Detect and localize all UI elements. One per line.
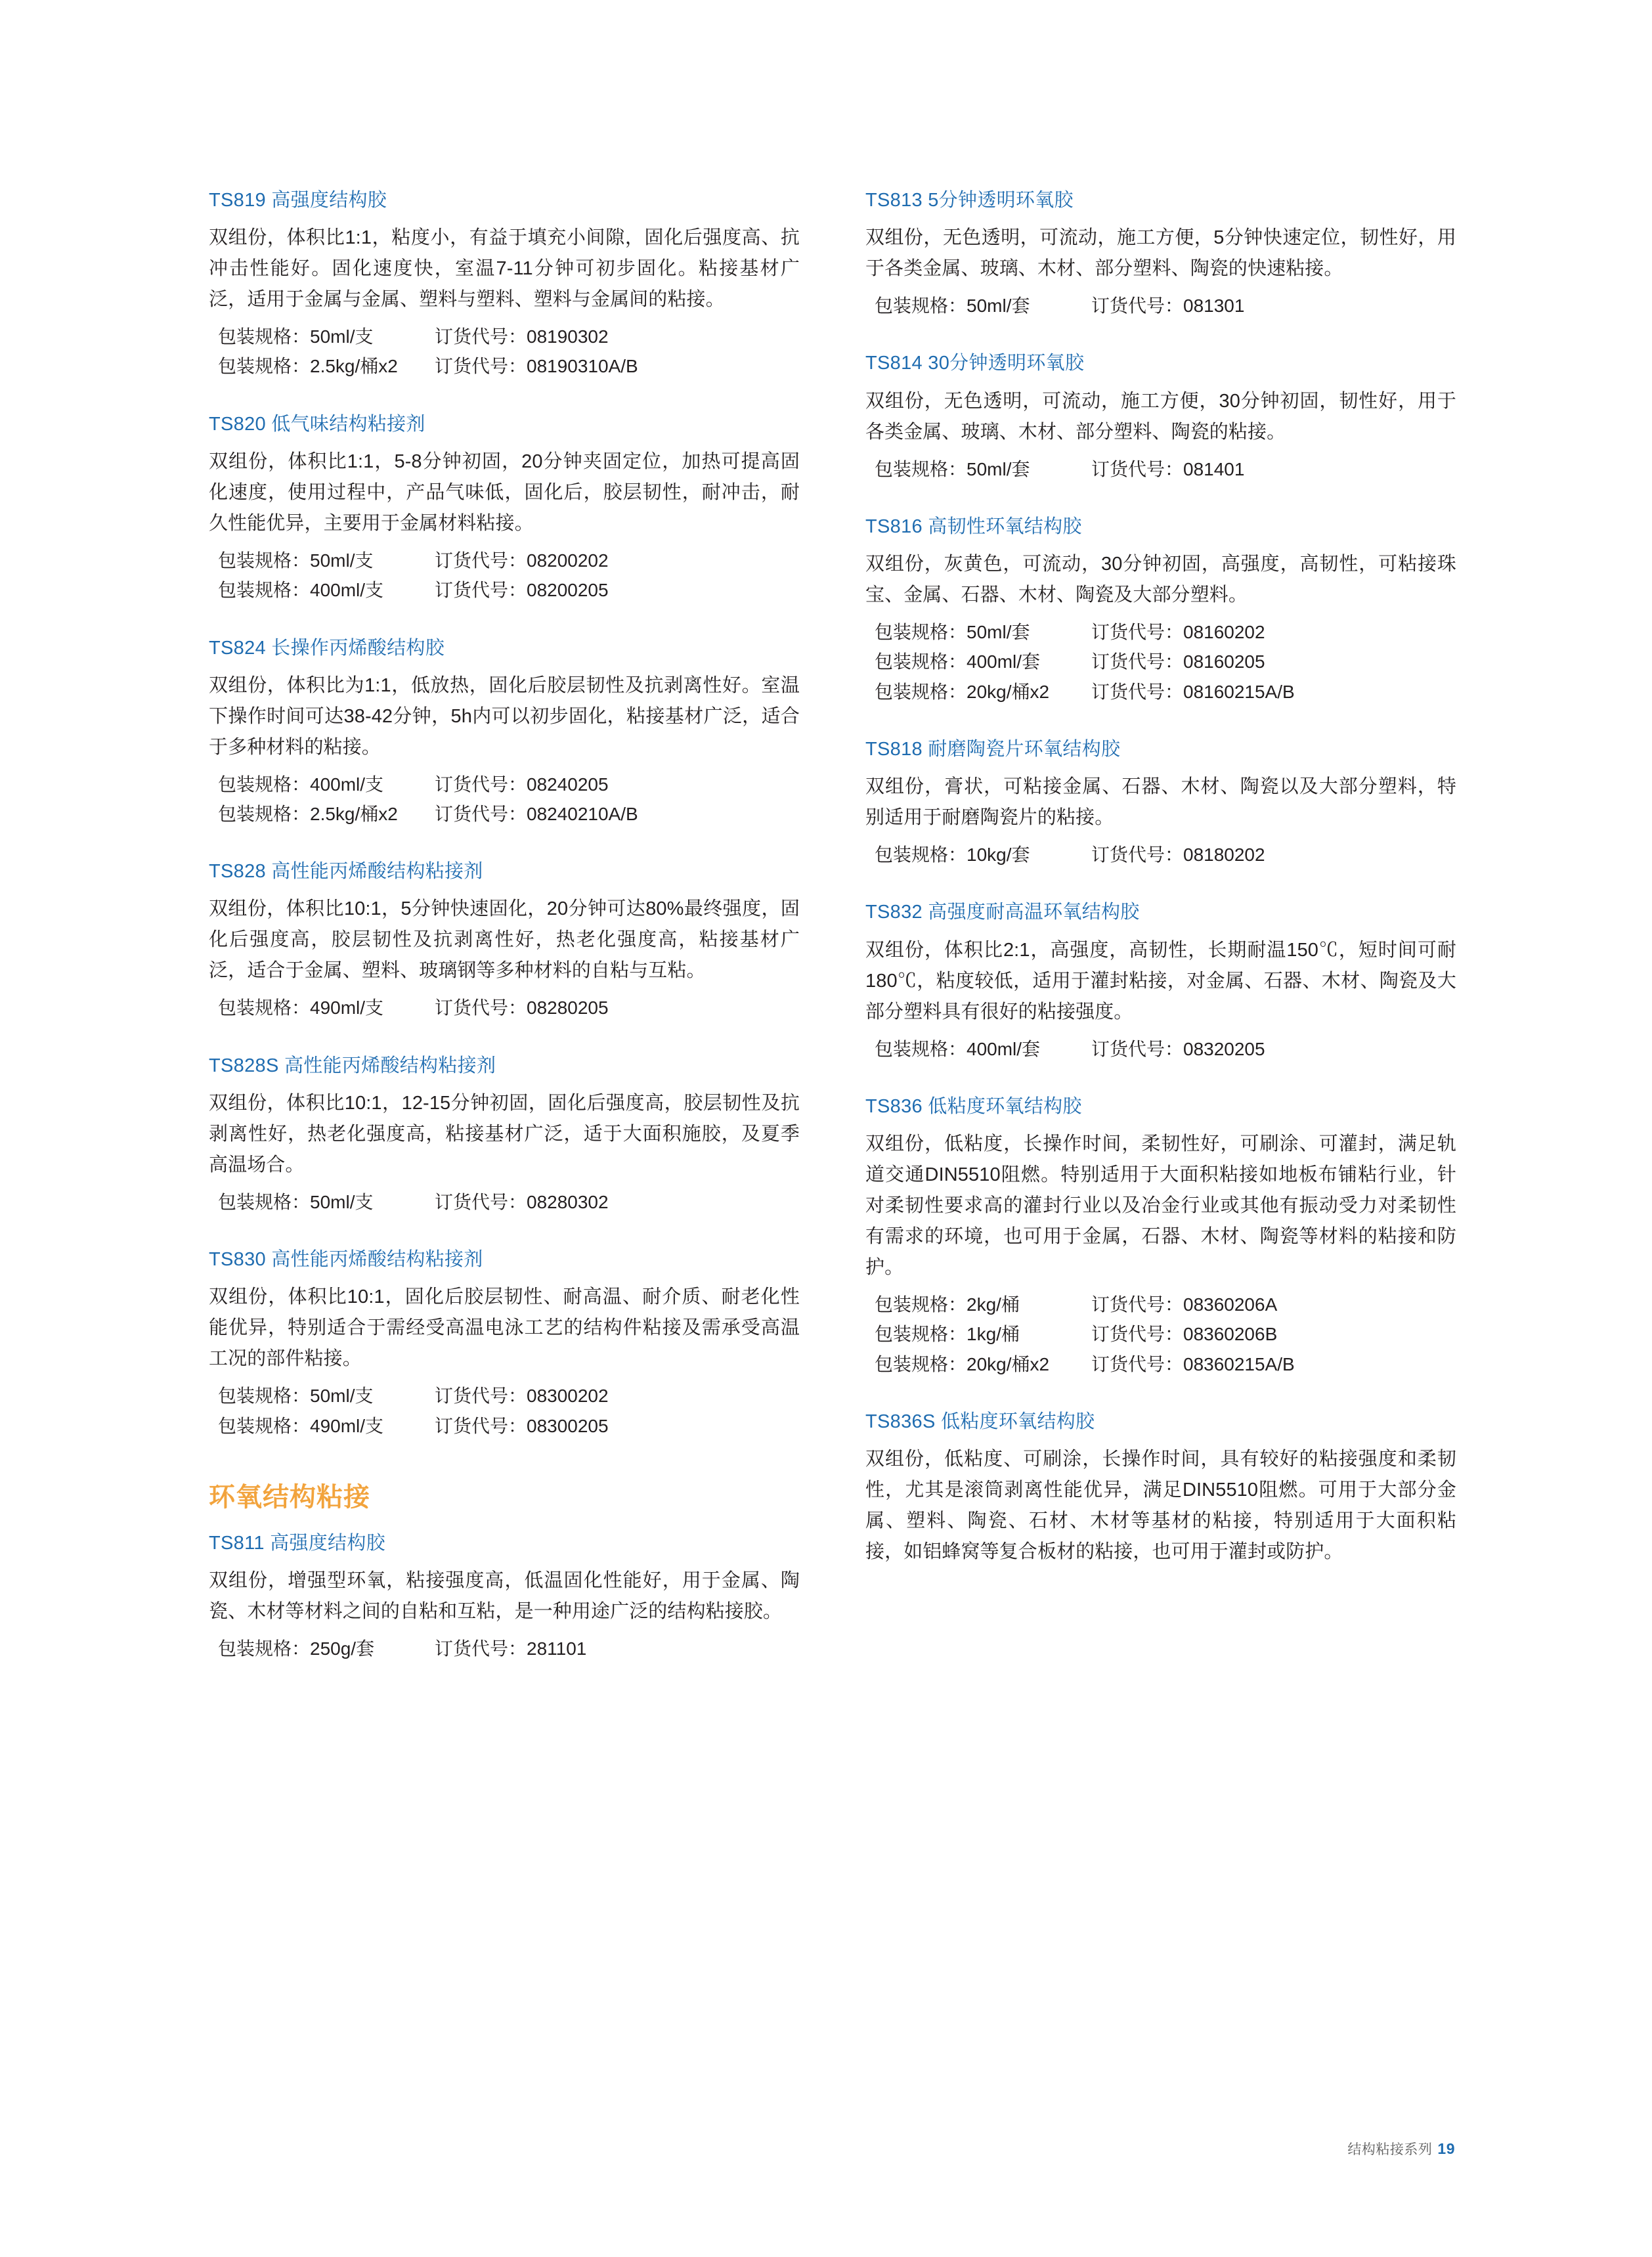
spec-package: 包装规格：2.5kg/桶x2 xyxy=(218,356,398,377)
product-description: 双组份，体积比10:1，固化后胶层韧性、耐高温、耐介质、耐老化性能优异，特别适合于需经受高温电泳工艺的结构件粘接及需承受高温工况的部件粘接。 xyxy=(209,1286,800,1370)
spec-package: 包装规格：490ml/支 xyxy=(218,1415,384,1436)
product-title: TS828S 高性能丙烯酸结构粘接剂 xyxy=(209,1055,496,1076)
footer-series-label: 结构粘接系列 xyxy=(1347,2142,1433,2157)
product-title: TS836S 低粘度环氧结构胶 xyxy=(865,1411,1095,1432)
product-spec-row xyxy=(865,617,1456,647)
spec-package: 包装规格：400ml/支 xyxy=(218,774,384,795)
spec-order-code: 订货代号：08360206A xyxy=(1091,1294,1278,1315)
product-entry xyxy=(209,1247,800,1441)
spec-package: 包装规格：400ml/套 xyxy=(875,651,1041,672)
product-entry xyxy=(865,737,1456,869)
product-spec-row xyxy=(209,770,800,799)
spec-order-code: 订货代号：081301 xyxy=(1091,296,1245,317)
spec-order-code: 订货代号：081401 xyxy=(1091,458,1245,479)
product-entry xyxy=(865,900,1456,1063)
product-spec-row xyxy=(209,993,800,1022)
spec-package: 包装规格：490ml/支 xyxy=(218,997,384,1019)
spec-order-code: 订货代号：08190302 xyxy=(435,326,609,347)
product-spec-row xyxy=(865,454,1456,484)
product-spec-row xyxy=(865,1034,1456,1064)
product-description: 双组份，增强型环氧，粘接强度高，低温固化性能好，用于金属、陶瓷、木材等材料之间的自粘和互粘，是一种用途广泛的结构粘接胶。 xyxy=(209,1570,800,1622)
spec-order-code: 订货代号：08180202 xyxy=(1091,844,1265,866)
product-spec-row xyxy=(209,575,800,605)
two-column-body xyxy=(209,188,1456,1663)
product-entry xyxy=(209,1531,800,1663)
product-description: 双组份，低粘度，长操作时间，柔韧性好，可刷涂、可灌封，满足轨道交通DIN5510阻燃。特别适用于大面积粘接如地板布铺粘行业，针对柔韧性要求高的灌封行业以及冶金行业或其他有振动受力对柔韧性有需求的环境，也可用于金属，石器、木材、陶瓷等材料的粘接和防护。 xyxy=(865,1133,1456,1278)
product-description: 双组份，体积比1:1，粘度小，有益于填充小间隙，固化后强度高、抗冲击性能好。固化速度快，室温7-11分钟可初步固化。粘接基材广泛，适用于金属与金属、塑料与塑料、塑料与金属间的粘接。 xyxy=(209,227,800,311)
product-spec-row xyxy=(209,351,800,381)
spec-package: 包装规格：20kg/桶x2 xyxy=(875,681,1050,702)
product-title: TS818 耐磨陶瓷片环氧结构胶 xyxy=(865,739,1121,760)
product-title: TS819 高强度结构胶 xyxy=(209,190,387,211)
spec-order-code: 订货代号：08160215A/B xyxy=(1091,681,1295,702)
spec-package: 包装规格：50ml/套 xyxy=(875,458,1030,479)
spec-order-code: 订货代号：08160205 xyxy=(1091,651,1265,672)
spec-package: 包装规格：2.5kg/桶x2 xyxy=(218,803,398,824)
spec-package: 包装规格：1kg/桶 xyxy=(875,1324,1020,1345)
spec-package: 包装规格：20kg/桶x2 xyxy=(875,1353,1050,1374)
page-footer xyxy=(1347,2139,1455,2158)
spec-order-code: 订货代号：08190310A/B xyxy=(435,356,638,377)
product-title: TS832 高强度耐高温环氧结构胶 xyxy=(865,902,1140,923)
product-spec-row xyxy=(209,1187,800,1217)
product-description: 双组份，低粘度、可刷涂，长操作时间，具有较好的粘接强度和柔韧性，尤其是滚筒剥离性能优异，满足DIN5510阻燃。可用于大部分金属、塑料、陶瓷、石材、木材等基材的粘接，特别适用于大面积粘接，如铝蜂窝等复合板材的粘接，也可用于灌封或防护。 xyxy=(865,1449,1456,1562)
product-spec-row xyxy=(209,1381,800,1411)
product-description: 双组份，膏状，可粘接金属、石器、木材、陶瓷以及大部分塑料，特别适用于耐磨陶瓷片的粘接。 xyxy=(865,776,1456,829)
spec-order-code: 订货代号：08240205 xyxy=(435,774,609,795)
spec-order-code: 订货代号：08160202 xyxy=(1091,621,1265,642)
left-column xyxy=(209,188,800,1663)
product-description: 双组份，体积比1:1，5-8分钟初固，20分钟夹固定位，加热可提高固化速度，使用过程中，产品气味低，固化后，胶层韧性，耐冲击，耐久性能优异，主要用于金属材料粘接。 xyxy=(209,450,800,534)
product-title: TS814 30分钟透明环氧胶 xyxy=(865,353,1085,374)
product-spec-row xyxy=(209,1634,800,1663)
product-spec-row xyxy=(865,1290,1456,1319)
spec-package: 包装规格：50ml/支 xyxy=(218,1191,374,1212)
product-entry xyxy=(209,636,800,829)
spec-order-code: 订货代号：08200202 xyxy=(435,550,609,571)
spec-order-code: 订货代号：08360206B xyxy=(1091,1324,1278,1345)
product-spec-row xyxy=(209,322,800,351)
spec-package: 包装规格：50ml/支 xyxy=(218,1386,374,1407)
product-entry xyxy=(865,351,1456,483)
spec-order-code: 订货代号：281101 xyxy=(435,1638,587,1659)
spec-package: 包装规格：400ml/支 xyxy=(218,580,384,601)
product-spec-row xyxy=(865,677,1456,707)
spec-package: 包装规格：50ml/支 xyxy=(218,550,374,571)
spec-package: 包装规格：250g/套 xyxy=(218,1638,375,1659)
product-entry xyxy=(209,859,800,1022)
product-title: TS824 长操作丙烯酸结构胶 xyxy=(209,637,445,659)
product-title: TS816 高韧性环氧结构胶 xyxy=(865,515,1082,537)
product-spec-row xyxy=(209,799,800,829)
product-description: 双组份，无色透明，可流动，施工方便，5分钟快速定位，韧性好，用于各类金属、玻璃、木材、部分塑料、陶瓷的快速粘接。 xyxy=(865,227,1456,280)
product-description: 双组份，灰黄色，可流动，30分钟初固，高强度，高韧性，可粘接珠宝、金属、石器、木材、陶瓷及大部分塑料。 xyxy=(865,554,1456,605)
product-title: TS811 高强度结构胶 xyxy=(209,1532,385,1554)
product-spec-row xyxy=(865,1319,1456,1349)
product-title: TS813 5分钟透明环氧胶 xyxy=(865,190,1074,211)
product-entry xyxy=(865,1409,1456,1567)
product-spec-row xyxy=(209,1411,800,1441)
section-heading: 环氧结构粘接 xyxy=(209,1482,370,1512)
spec-package: 包装规格：2kg/桶 xyxy=(875,1294,1020,1315)
spec-order-code: 订货代号：08360215A/B xyxy=(1091,1353,1295,1374)
product-title: TS836 低粘度环氧结构胶 xyxy=(865,1095,1082,1117)
spec-order-code: 订货代号：08320205 xyxy=(1091,1038,1265,1059)
product-spec-row xyxy=(865,291,1456,320)
spec-package: 包装规格：50ml/套 xyxy=(875,621,1030,642)
product-entry xyxy=(209,412,800,605)
product-spec-row xyxy=(209,546,800,575)
spec-order-code: 订货代号：08300205 xyxy=(435,1415,609,1436)
product-spec-row xyxy=(865,647,1456,676)
spec-order-code: 订货代号：08300202 xyxy=(435,1386,609,1407)
product-description: 双组份，体积比10:1，5分钟快速固化，20分钟可达80%最终强度，固化后强度高，胶层韧性及抗剥离性好，热老化强度高，粘接基材广泛，适合于金属、塑料、玻璃钢等多种材料的自粘与互粘。 xyxy=(209,898,800,982)
product-entry xyxy=(209,1053,800,1217)
product-title: TS830 高性能丙烯酸结构粘接剂 xyxy=(209,1249,483,1271)
product-title: TS820 低气味结构粘接剂 xyxy=(209,413,425,435)
product-spec-row xyxy=(865,1349,1456,1379)
product-title: TS828 高性能丙烯酸结构粘接剂 xyxy=(209,861,483,883)
product-entry xyxy=(865,1094,1456,1379)
spec-package: 包装规格：400ml/套 xyxy=(875,1038,1041,1059)
spec-order-code: 订货代号：08280302 xyxy=(435,1191,609,1212)
spec-package: 包装规格：50ml/套 xyxy=(875,296,1030,317)
right-column xyxy=(865,188,1456,1663)
spec-package: 包装规格：10kg/套 xyxy=(875,844,1030,866)
product-description: 双组份，体积比10:1，12-15分钟初固，固化后强度高，胶层韧性及抗剥离性好，热老化强度高，粘接基材广泛，适于大面积施胶，及夏季高温场合。 xyxy=(209,1092,800,1175)
spec-order-code: 订货代号：08200205 xyxy=(435,580,609,601)
spec-order-code: 订货代号：08280205 xyxy=(435,997,609,1019)
spec-order-code: 订货代号：08240210A/B xyxy=(435,803,638,824)
page-number: 19 xyxy=(1437,2140,1455,2157)
product-description: 双组份，体积比2:1，高强度，高韧性，长期耐温150℃，短时间可耐180℃，粘度较低，适用于灌封粘接，对金属、石器、木材、陶瓷及大部分塑料具有很好的粘接强度。 xyxy=(865,939,1456,1022)
product-entry xyxy=(209,188,800,382)
product-spec-row xyxy=(865,840,1456,869)
product-entry xyxy=(865,188,1456,320)
spec-package: 包装规格：50ml/支 xyxy=(218,326,374,347)
product-entry xyxy=(865,514,1456,707)
product-description: 双组份，无色透明，可流动，施工方便，30分钟初固，韧性好，用于各类金属、玻璃、木材、部分塑料、陶瓷的粘接。 xyxy=(865,390,1456,443)
product-description: 双组份，体积比为1:1，低放热，固化后胶层韧性及抗剥离性好。室温下操作时间可达38-42分钟，5h内可以初步固化，粘接基材广泛，适合于多种材料的粘接。 xyxy=(209,674,800,758)
